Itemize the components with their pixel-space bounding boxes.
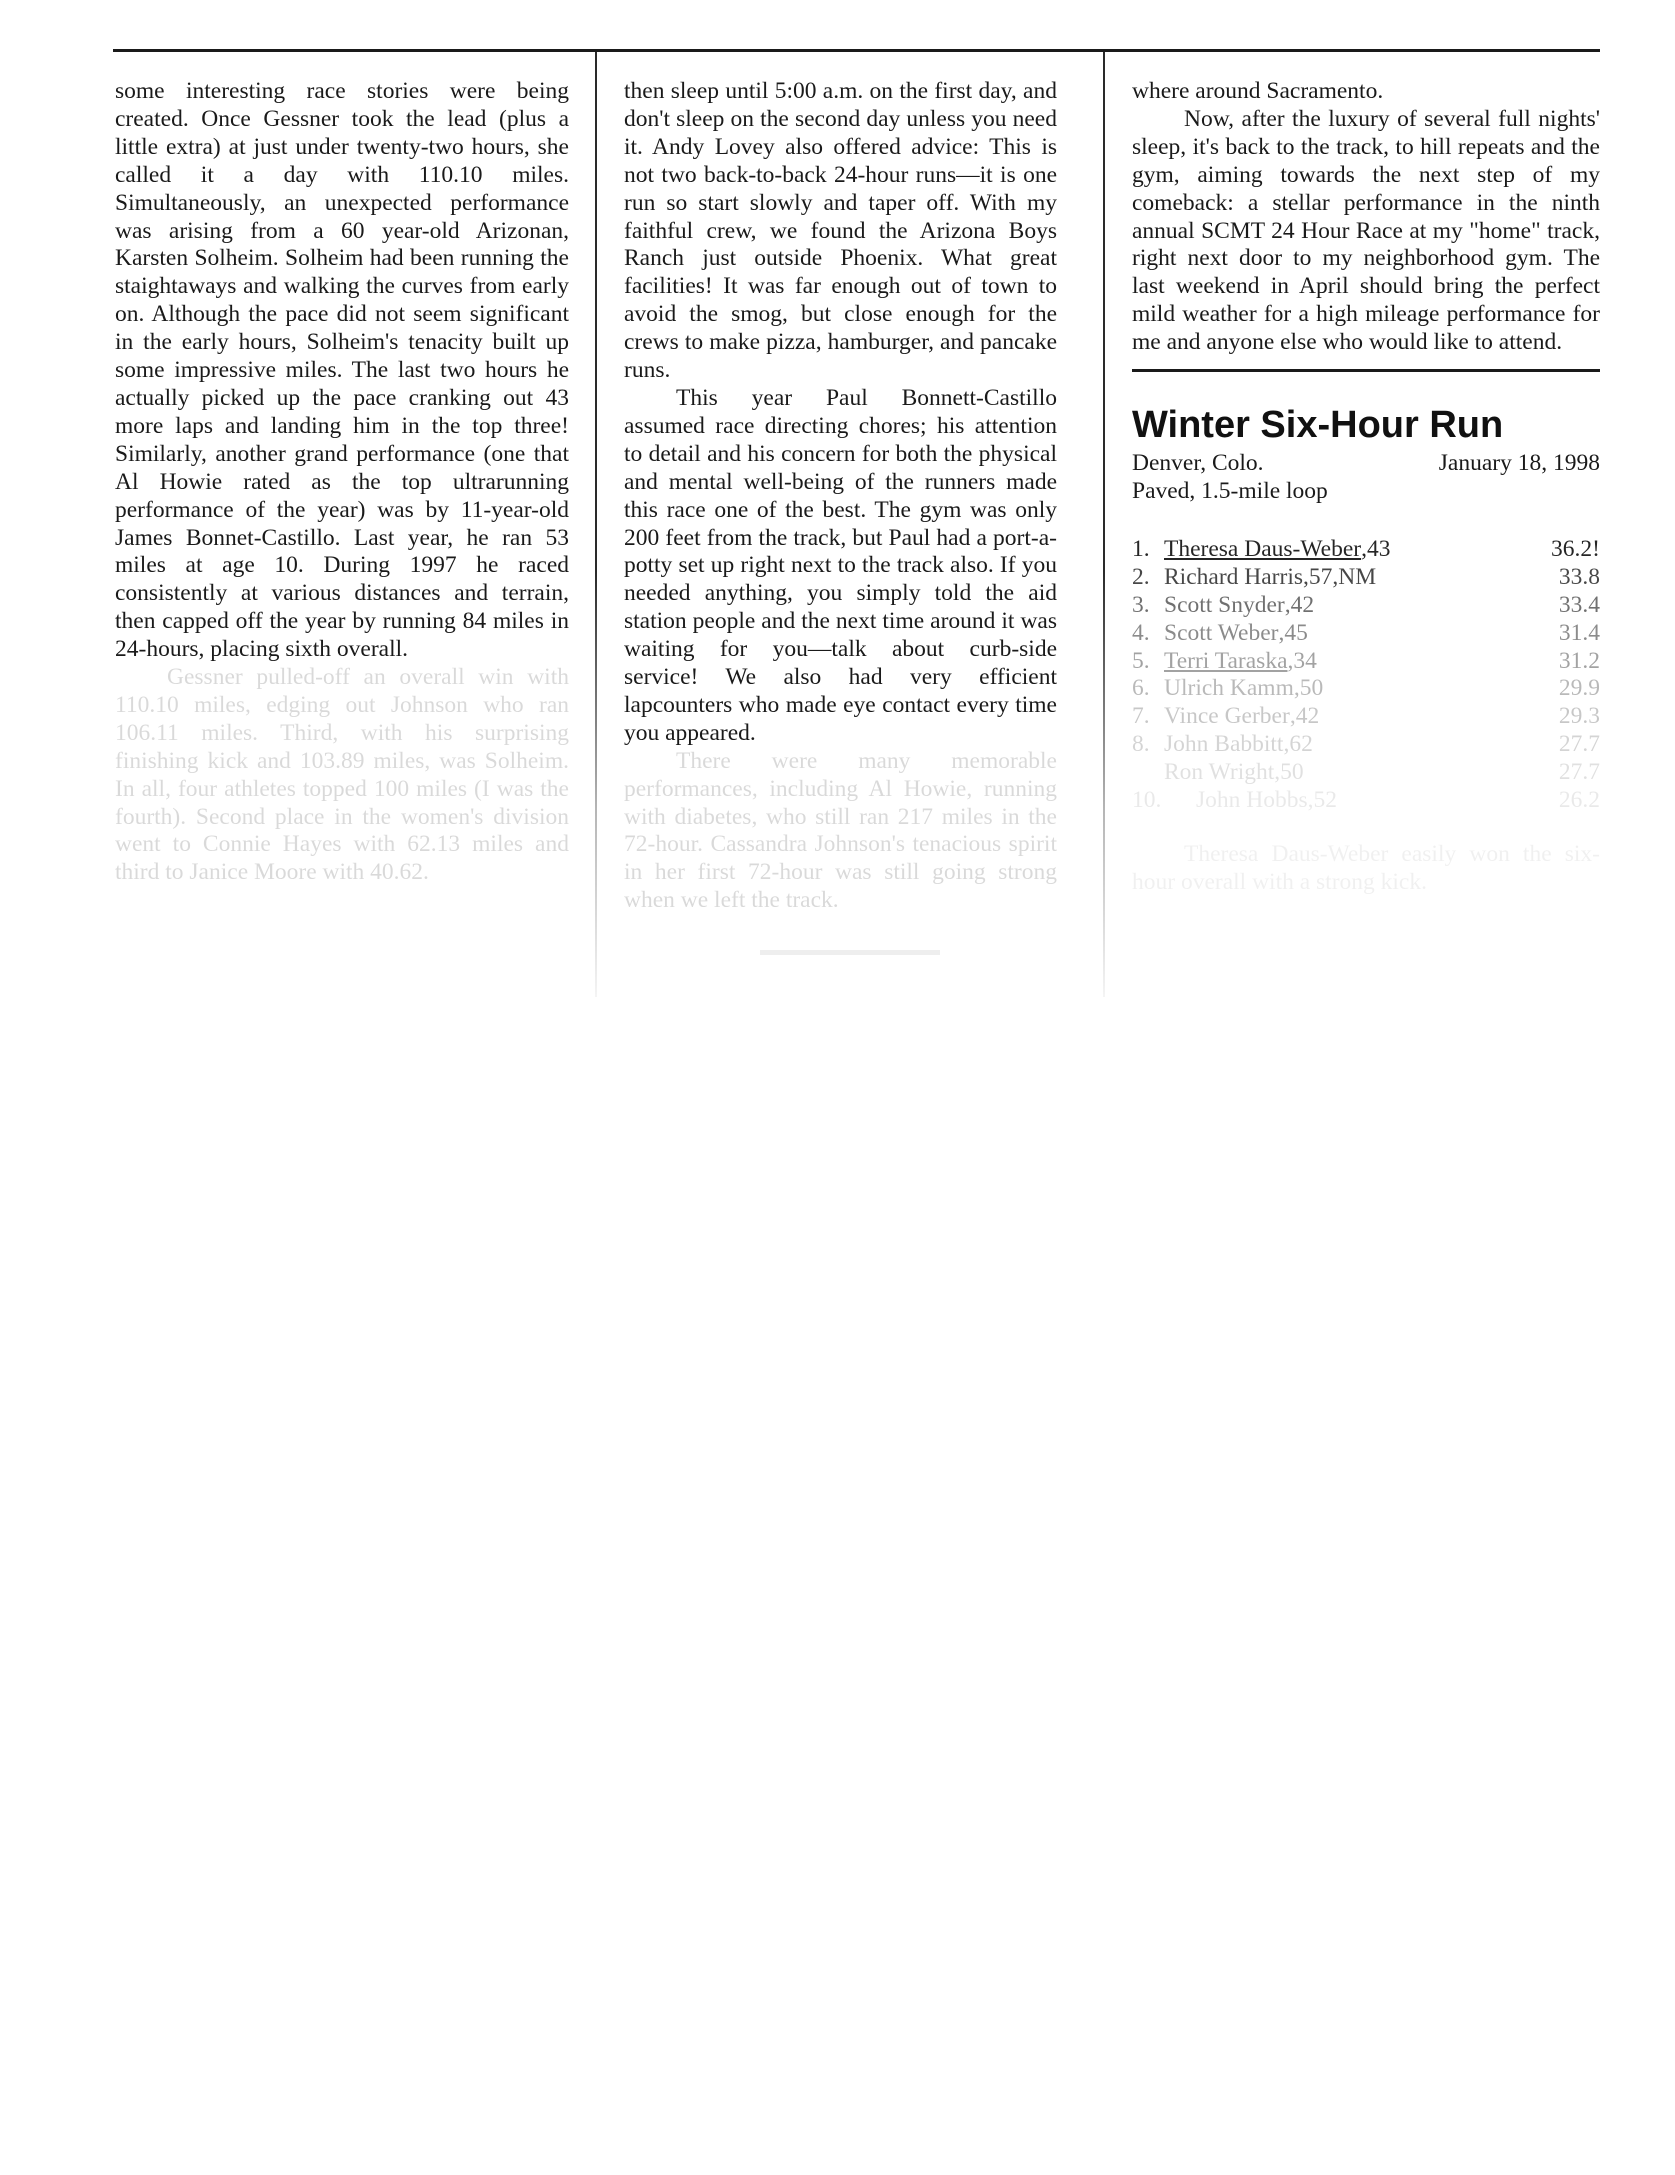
result-miles: 33.4 (1558, 591, 1600, 618)
result-miles: 27.7 (1558, 731, 1600, 758)
result-age-state: ,57,NM (1303, 563, 1377, 590)
result-runner (1132, 703, 1319, 731)
column-2-paragraph-3 (624, 748, 1057, 915)
result-age-state: ,50 (1274, 759, 1304, 786)
result-runner (1132, 536, 1390, 564)
result-rank: 3. (1132, 591, 1150, 618)
column-2-paragraph-2-text: This year Paul Bonnett-Castillo assumed race directing chores; his attention to detail and his concern for both the physical and mental well-being of the runners made this race one of the best. The gym was only 200 feet from the track, but Paul had a port-a-potty set up right next to the track also. If you needed anything, you simply told the aid station people and the next time around it was waiting for you—talk about curb-side service! We also had very efficient lapcounters who made eye contact every time you appeared. (624, 384, 1057, 746)
result-rank (1132, 759, 1164, 787)
result-rank: 1. (1132, 535, 1150, 562)
top-rule (113, 49, 1600, 52)
result-name: Vince Gerber (1164, 703, 1290, 730)
result-row (1132, 564, 1600, 592)
result-age-state: ,45 (1278, 619, 1308, 646)
result-rank: 4. (1132, 619, 1150, 646)
result-runner (1132, 592, 1314, 620)
result-miles: 31.2 (1558, 647, 1600, 674)
result-age-state: ,62 (1283, 731, 1313, 758)
column-divider-2 (1103, 52, 1105, 997)
result-age-state: ,43 (1361, 535, 1391, 562)
result-miles: 29.9 (1558, 675, 1600, 702)
result-miles: 36.2! (1551, 535, 1600, 562)
result-rank: 7. (1132, 703, 1150, 730)
result-row (1132, 703, 1600, 731)
result-runner (1132, 759, 1304, 787)
column-2-paragraph-2 (624, 385, 1057, 748)
result-miles: 27.7 (1558, 759, 1600, 786)
result-rank: 2. (1132, 563, 1150, 590)
result-runner (1132, 620, 1308, 648)
result-age-state: ,34 (1287, 647, 1317, 674)
result-name: Ulrich Kamm (1164, 675, 1294, 702)
result-row (1132, 592, 1600, 620)
result-name: Scott Snyder (1164, 591, 1285, 618)
result-row (1132, 536, 1600, 564)
result-row (1132, 759, 1600, 787)
result-name: Terri Taraska (1164, 647, 1288, 674)
column-3-paragraph-2 (1132, 106, 1600, 357)
race-recap-text: Theresa Daus-Weber easily won the six-hour overall with a strong kick. (1132, 840, 1600, 895)
race-location: Denver, Colo. (1132, 450, 1264, 477)
column-1-paragraph-2 (115, 664, 569, 887)
column-3-paragraph-1 (1132, 78, 1600, 106)
column-2-paragraph-1 (624, 78, 1057, 385)
result-row (1132, 731, 1600, 759)
result-miles: 33.8 (1558, 563, 1600, 590)
column-divider-1 (595, 52, 597, 997)
result-row (1132, 675, 1600, 703)
race-title: Winter Six-Hour Run (1132, 404, 1504, 447)
result-row (1132, 620, 1600, 648)
column-1 (115, 78, 569, 887)
section-rule (1132, 369, 1600, 372)
result-name: Scott Weber (1164, 619, 1279, 646)
result-runner (1132, 564, 1376, 592)
result-row (1132, 648, 1600, 676)
column-3 (1132, 78, 1600, 897)
result-runner (1132, 648, 1317, 676)
result-miles: 31.4 (1558, 619, 1600, 646)
result-name: John Hobbs (1196, 787, 1308, 814)
result-rank: 8. (1132, 731, 1150, 758)
results-list (1132, 536, 1600, 815)
result-name: John Babbitt (1164, 731, 1284, 758)
result-name: Theresa Daus-Weber (1164, 535, 1362, 562)
result-miles: 29.3 (1558, 703, 1600, 730)
column-2-paragraph-1-text: then sleep until 5:00 a.m. on the first day, and don't sleep on the second day unless you need it. Andy Lovey also offered advice: This is not two back-to-back 24-hour runs—it is one run so start slowly and taper off. With my faithful crew, we found the Arizona Boys Ranch just outside Phoenix. What great facilities! It was far enough out of town to avoid the smog, but close enough for the crews to make pizza, hamburger, and pancake runs. (624, 78, 1057, 384)
result-age-state: ,42 (1289, 703, 1320, 730)
column-1-paragraph-1-text: some interesting race stories were being created. Once Gessner took the lead (plus a little extra) at just under twenty-two hours, she called it a day with 110.10 miles. Simultaneously, an unexpected performance was arising from a 60 year-old Arizonan, Karsten Solheim. Solheim had been running the staightaways and walking the curves from early on. Although the pace did not seem significant in the early hours, Solheim's tenacity built up some impressive miles. The last two hours he actually picked up the pace cranking out 43 more laps and landing him in the top three! Similarly, another grand performance (one that Al Howie rated as the top ultrarunning performance of the year) was by 11-year-old James Bonnet-Castillo. Last year, he ran 53 miles at age 10. During 1997 he raced consistently at various distances and terrain, then capped off the year by running 84 miles in 24-hours, placing sixth overall. (115, 78, 569, 663)
scan-smudge (760, 950, 940, 955)
column-1-paragraph-2-text: Gessner pulled-off an overall win with 110.10 miles, edging out Johnson who ran 106.11 miles. Third, with his surprising finishing kick and 103.89 miles, was Solheim. In all, four athletes topped 100 miles (I was the fourth). Second place in the women's division went to Connie Hayes with 62.13 miles and third to Janice Moore with 40.62. (115, 664, 569, 886)
race-course: Paved, 1.5-mile loop (1132, 477, 1328, 504)
column-1-paragraph-1 (115, 78, 569, 664)
race-meta (1132, 450, 1600, 478)
result-name: Richard Harris (1164, 563, 1303, 590)
column-3-paragraph-1-text: where around Sacramento. (1132, 78, 1384, 104)
column-2 (624, 78, 1057, 915)
race-recap (1132, 841, 1600, 897)
column-2-paragraph-3-text: There were many memorable performances, including Al Howie, running with diabetes, who still ran 217 miles in the 72-hour. Cassandra Johnson's tenacious spirit in her first 72-hour was still going strong when we left the track. (624, 747, 1057, 914)
result-runner (1132, 787, 1337, 815)
result-rank: 10. (1132, 787, 1162, 814)
column-3-paragraph-2-text: Now, after the luxury of several full nights' sleep, it's back to the track, to hill repeats and the gym, aiming towards the next step of my comeback: a stellar performance in the ninth annual SCMT 24 Hour Race at my "home" track, right next door to my neighborhood gym. The last weekend in April should bring the perfect mild weather for a high mileage performance for me and anyone else who would like to attend. (1132, 105, 1600, 356)
result-age-state: ,52 (1307, 787, 1338, 814)
result-age-state: ,42 (1284, 591, 1315, 618)
race-date: January 18, 1998 (1438, 450, 1600, 477)
result-rank: 6. (1132, 675, 1150, 702)
result-name: Ron Wright (1164, 759, 1275, 786)
result-row (1132, 787, 1600, 815)
result-runner (1132, 731, 1313, 759)
result-rank: 5. (1132, 647, 1150, 674)
result-runner (1132, 675, 1323, 703)
result-miles: 26.2 (1558, 787, 1600, 814)
result-age-state: ,50 (1293, 675, 1324, 702)
